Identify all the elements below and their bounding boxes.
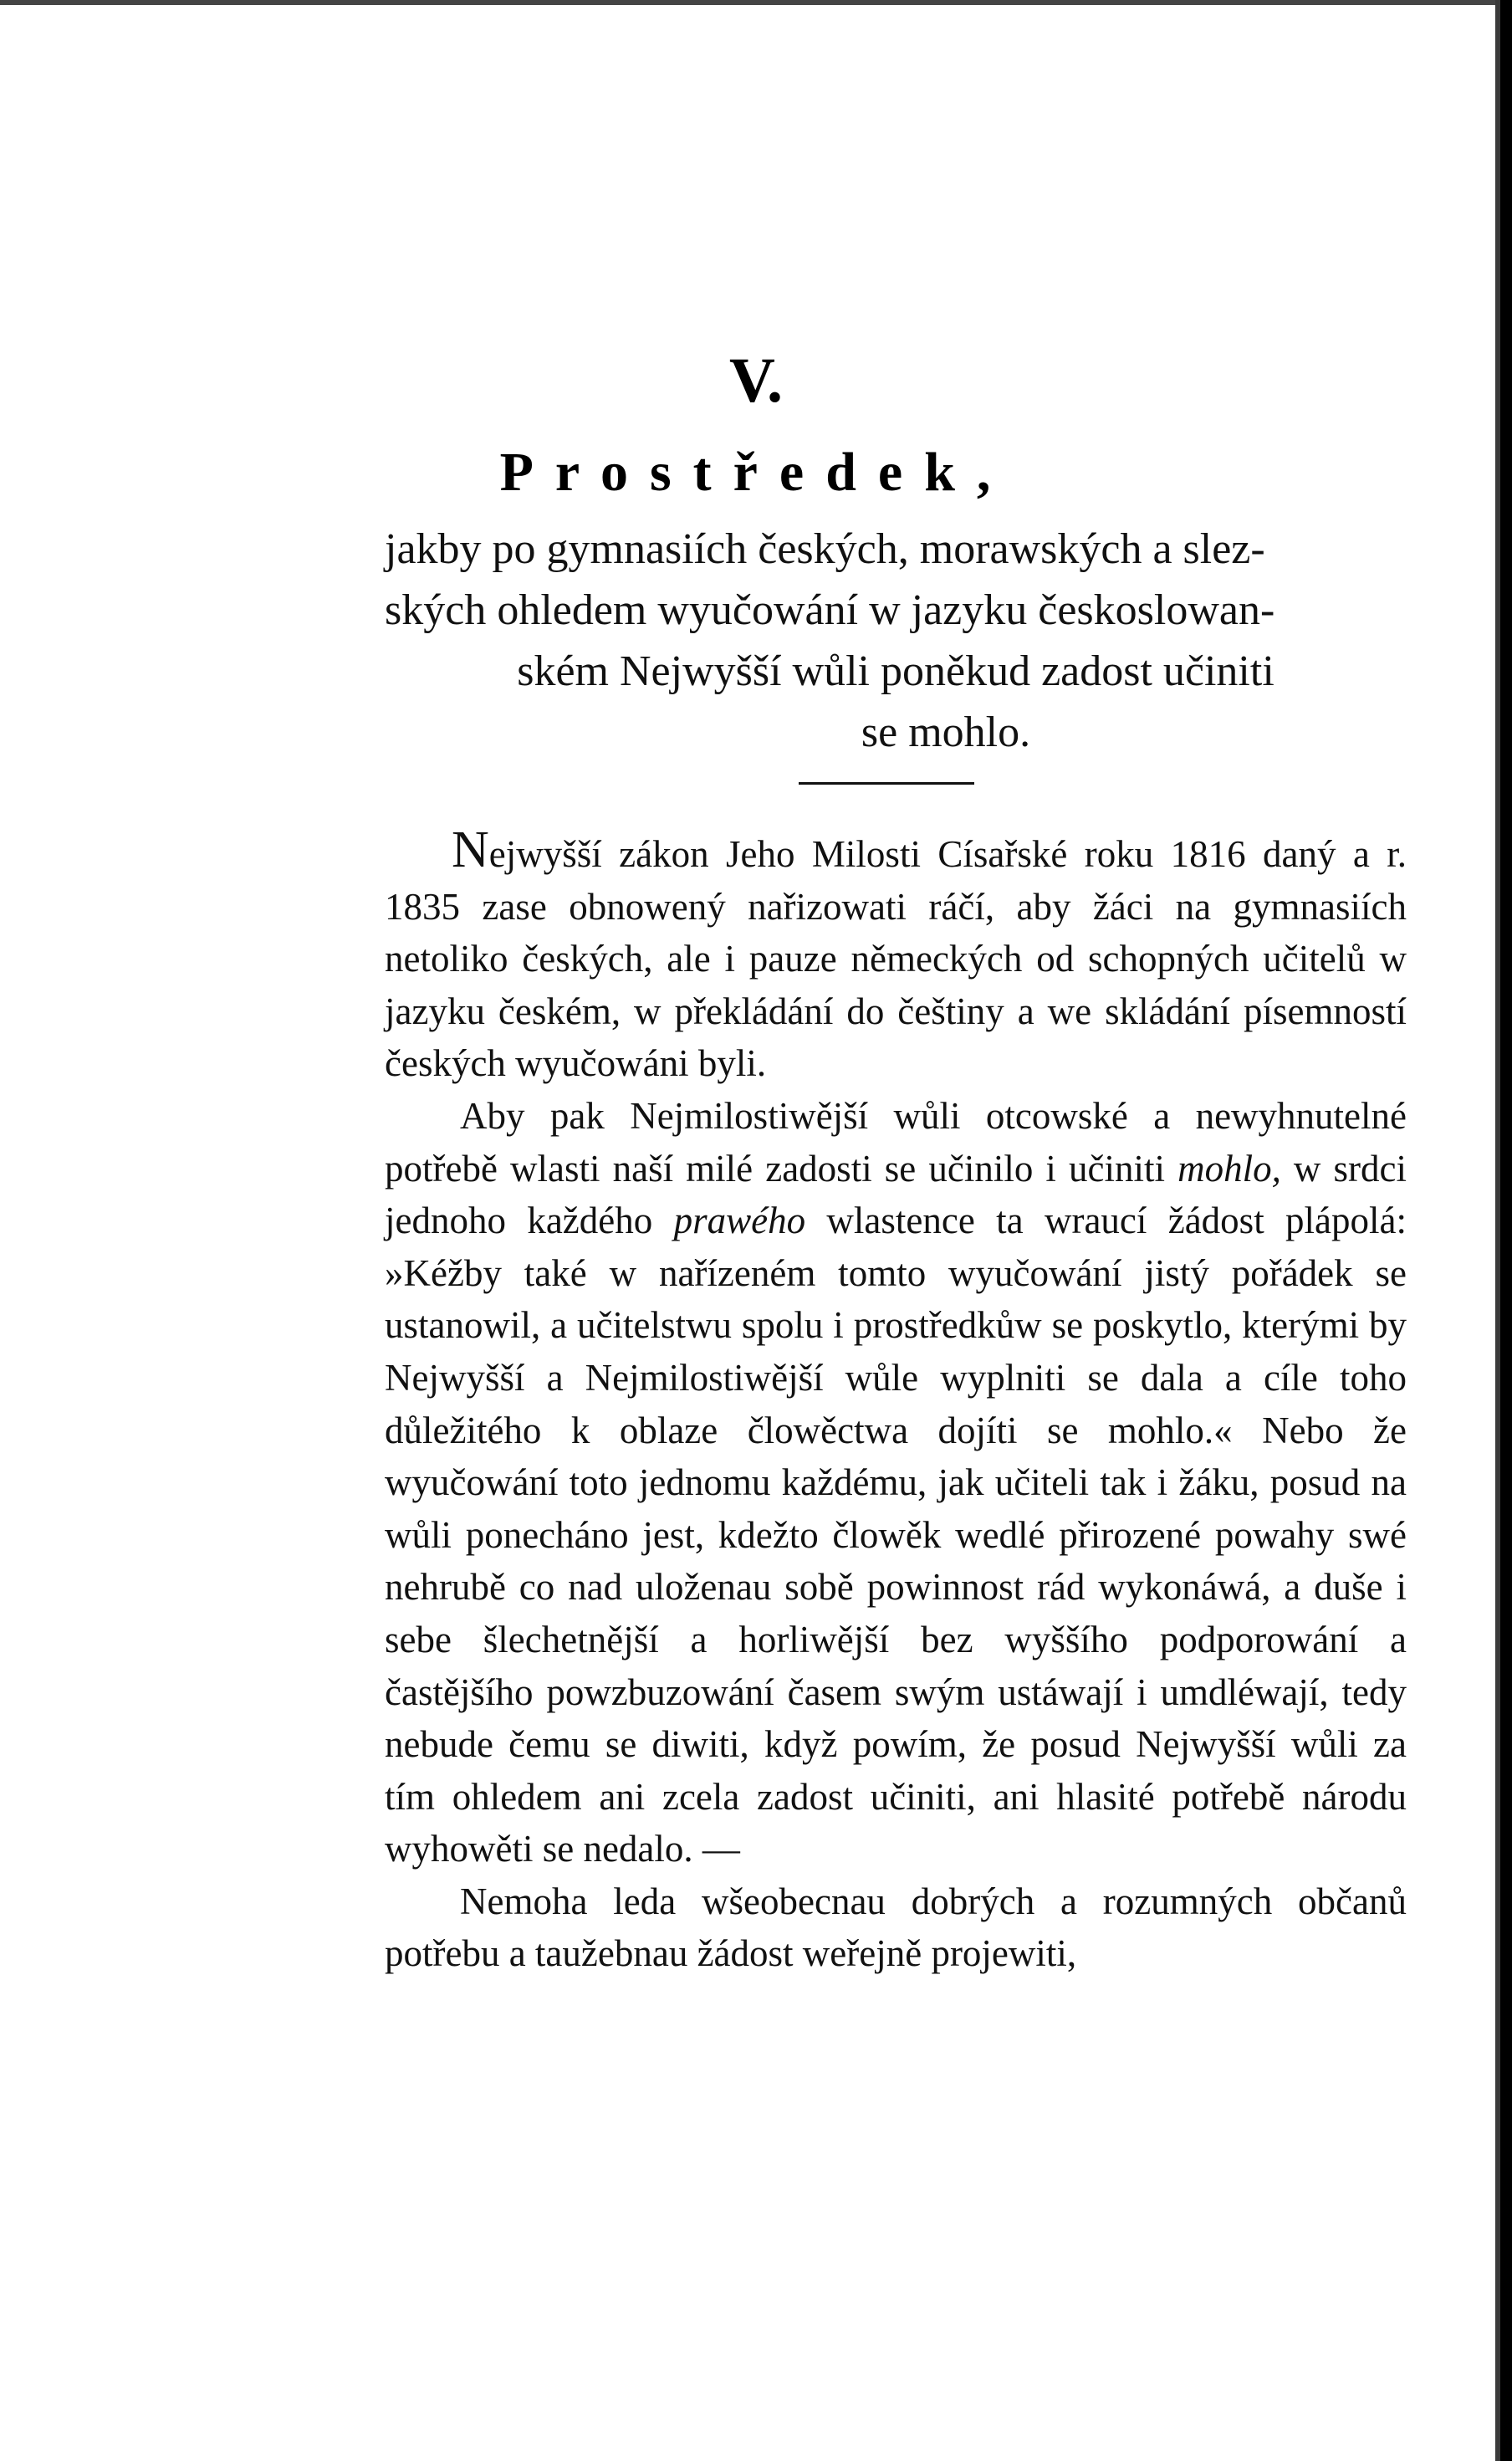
chapter-subtitle xyxy=(385,519,1407,763)
paragraph-1-initial: N xyxy=(452,821,489,878)
paragraph-2 xyxy=(385,1090,1407,1875)
chapter-number: V. xyxy=(728,345,784,416)
paragraph-3 xyxy=(385,1875,1407,1980)
chapter-heading: Prostředek, xyxy=(499,442,1013,503)
body-text xyxy=(385,821,1407,1980)
subtitle-line-4: se mohlo. xyxy=(861,709,1031,756)
paragraph-2-italic-mohlo: mohlo, xyxy=(1177,1147,1281,1190)
paragraph-1 xyxy=(385,821,1407,1090)
paragraph-2-italic-praweho: prawého xyxy=(673,1200,806,1242)
subtitle-line-3: ském Nejwyšší wůli poněkud zadost učiniti xyxy=(517,647,1274,695)
paragraph-3-text: Nemoha leda wšeobecnau dobrých a rozumných občanů potřebu a taužebnau žádost weřejně projewiti, xyxy=(385,1880,1407,1975)
subtitle-line-2: ských ohledem wyučowání w jazyku českoslowan- xyxy=(385,586,1275,634)
paragraph-1-text: ejwyšší zákon Jeho Milosti Císařské roku 1816 daný a r. 1835 zase obnowený nařizowati ráčí, aby žáci na gymnasiích netoliko českých, ale i pauze německých od schopných učitelů w jazyku českém, w překládání do češtiny a we skládání písemností českých wyučowáni byli. xyxy=(385,833,1407,1085)
scan-top-edge xyxy=(0,0,1512,5)
subtitle-line-1: jakby po gymnasiích českých, morawských a slez- xyxy=(385,525,1265,573)
separator-rule xyxy=(799,782,974,785)
paragraph-2-text-a: Aby pak Nejmilostiwější wůli otcowské a newyhnutelné potřebě wlasti naší milé zadosti se učinilo i učiniti xyxy=(385,1094,1407,1190)
paragraph-2-text-c: wlastence ta wraucí žádost plápolá: »Kéžby také w nařízeném tomto wyučowání jistý pořádek se ustanowil, a učitelstwu spolu i prostředkůw se poskytlo, kterými by Nejwyšší a Nejmilostiwější wůle wyplniti se dala a cíle toho důležitého k oblaze člowěctwa dojíti se mohlo.« Nebo že wyučowání toto jednomu každému, jak učiteli tak i žáku, posud na wůli ponecháno jest, kdežto člowěk wedlé přirozené powahy swé nehrubě co nad uloženau sobě powinnost rád wykonáwá, a duše i sebe šlechetnější a horliwější bez wyššího podporowání a častějšího powzbuzowání časem swým ustáwají i umdléwají, tedy nebude čemu se diwiti, když powím, že posud Nejwyšší wůli za tím ohledem ani zcela zadost učiniti, ani hlasité potřebě národu wyhowěti se nedalo. — xyxy=(385,1200,1407,1870)
paragraph-2-text-b: w srdci jednoho každého xyxy=(385,1147,1407,1242)
